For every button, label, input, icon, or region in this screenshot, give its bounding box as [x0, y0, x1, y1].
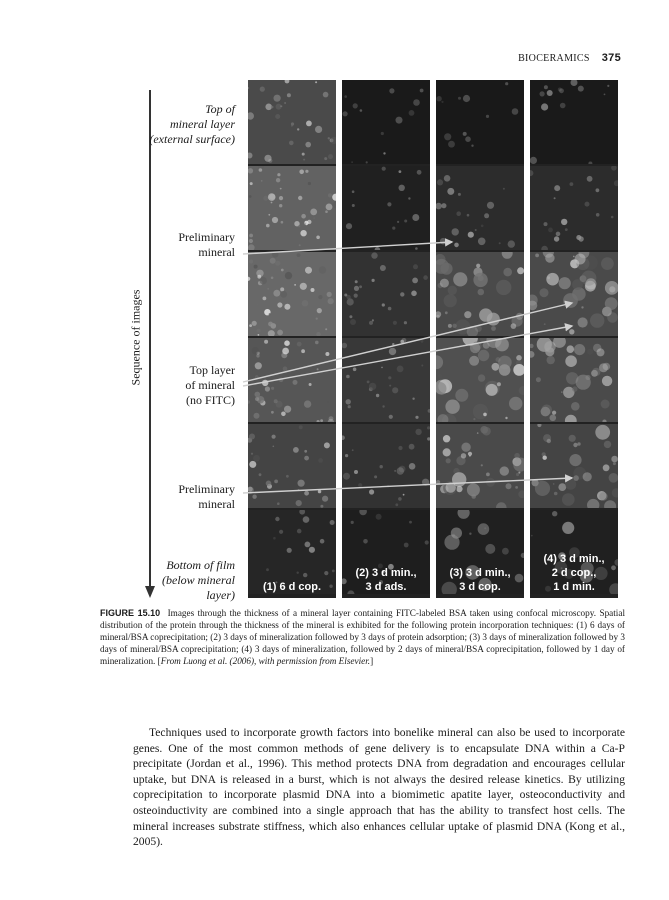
arrow-top-layer-a [243, 303, 572, 382]
row-label-line: layer) [206, 588, 235, 602]
caption-close: ] [370, 656, 374, 666]
row-label-line: (below mineral [162, 573, 235, 587]
running-head [518, 52, 621, 64]
column-label-line: (4) 3 d min., [543, 553, 605, 565]
row-label-line: of mineral [185, 378, 235, 392]
caption-text: Images through the thickness of a mineral layer containing FITC-labeled BSA taken using confocal microscopy. Spatial distribution of the protein through the thickness of the mineral is exhibited for the following protein incorporation techniques: (1) 6 days of mineral/BSA coprecipitation; (2) 3 days of mineralization followed by 3 days of protein adsorption; (3) 3 days of mineralization followed by 3 days of mineral/BSA coprecipitation; (4) 3 days of mineralization, followed by 2 days of mineral/BSA coprecipitation, followed by 1 day of mineralization. [ [100, 608, 625, 666]
column-label-line: 2 d cop., [551, 567, 597, 579]
arrow-preliminary-1 [243, 242, 452, 254]
page-number: 375 [601, 52, 621, 64]
row-label-line: Preliminary [178, 230, 235, 244]
row-label-line: Top layer [189, 363, 235, 377]
arrow-preliminary-2 [243, 478, 572, 493]
figure-caption [100, 607, 625, 667]
row-label-line: (no FITC) [186, 393, 235, 407]
body-paragraph: Techniques used to incorporate growth factors into bonelike mineral can also be used to incorporate genes. One of the most common methods of gene delivery is to encapsulate DNA within a Ca-P precipitate (Jordan et al., 1996). This method protects DNA from degradation and encourages cellular uptake, but DNA is released in a burst, which is not always the desired release kinetics. By utilizing coprecipitation to incorporate plasmid DNA into a biomimetic apatite layer, osteoconductivity and osteoinductivity are combined into a single approach that has the ability to transfect host cells. The mineral increases substrate stiffness, which also enhances cellular uptake of plasmid DNA (Kong et al., 2005). [133, 726, 625, 849]
row-label-line: Bottom of film [166, 558, 235, 572]
column-label-line: (3) 3 d min., [449, 567, 511, 579]
running-head-title: BIOCERAMICS [518, 53, 590, 64]
column-label-line: (2) 3 d min., [355, 567, 417, 579]
column-label-line: 3 d ads. [365, 581, 407, 593]
column-label-line: 3 d cop. [459, 581, 501, 593]
row-label-line: mineral [198, 497, 235, 511]
column-label-line: (1) 6 d cop. [262, 581, 322, 593]
caption-source: From Luong et al. (2006), with permission from Elsevier. [160, 656, 371, 666]
sequence-label: Sequence of images [128, 289, 143, 386]
column-label-line: 1 d min. [553, 581, 595, 593]
row-label-line: Preliminary [178, 482, 235, 496]
row-label-line: mineral [198, 245, 235, 259]
figure-number: FIGURE 15.10 [100, 608, 161, 618]
row-label-line: Top of [205, 102, 235, 116]
row-label-line: (external surface) [149, 132, 235, 146]
row-label-line: mineral layer [170, 117, 235, 131]
figure [100, 80, 625, 600]
annotation-arrows [100, 80, 625, 600]
arrow-top-layer-b [243, 326, 572, 386]
